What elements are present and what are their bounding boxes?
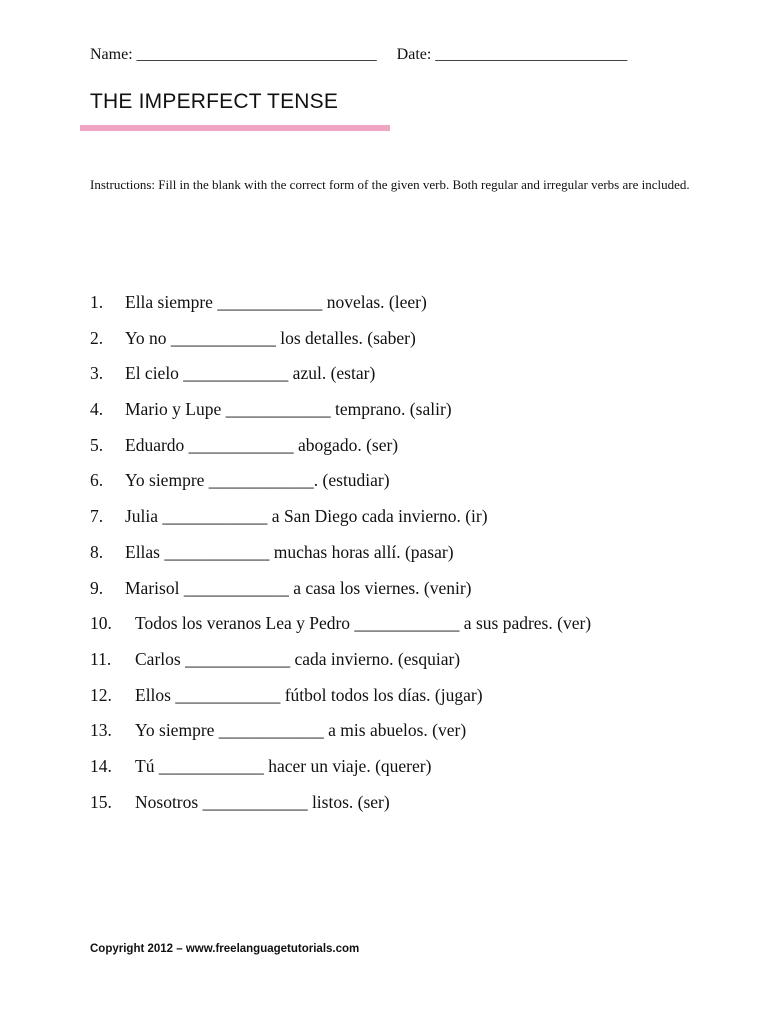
page-title: THE IMPERFECT TENSE (90, 90, 339, 113)
exercise-number: 13. (90, 720, 112, 741)
exercise-text: Mario y Lupe ____________ temprano. (salir) (125, 399, 452, 420)
exercise-item (90, 360, 591, 396)
exercise-item (90, 289, 591, 325)
name-field: Name: ______________________________ (90, 46, 377, 63)
copyright-footer: Copyright 2012 – www.freelanguagetutorials.com (90, 943, 360, 955)
exercise-text: Carlos ____________ cada invierno. (esquiar) (135, 648, 461, 669)
header-fields (90, 46, 627, 64)
exercise-number: 4. (90, 399, 104, 420)
exercise-number: 2. (90, 327, 104, 348)
exercise-list (90, 289, 591, 824)
exercise-item (90, 789, 591, 825)
exercise-text: Yo no ____________ los detalles. (saber) (125, 327, 416, 348)
exercise-text: Yo siempre ____________ a mis abuelos. (ver) (135, 720, 467, 741)
exercise-text: Tú ____________ hacer un viaje. (querer) (135, 755, 432, 776)
exercise-text: Yo siempre ____________. (estudiar) (125, 470, 390, 491)
exercise-item (90, 396, 591, 432)
exercise-number: 1. (90, 292, 104, 312)
exercise-text: El cielo ____________ azul. (estar) (125, 363, 376, 384)
exercise-text: Ella siempre ____________ novelas. (leer) (125, 292, 427, 312)
exercise-number: 5. (90, 434, 104, 455)
exercise-number: 9. (90, 577, 104, 598)
exercise-text: Eduardo ____________ abogado. (ser) (125, 434, 399, 455)
exercise-number: 10. (90, 613, 112, 634)
exercise-item (90, 610, 591, 646)
exercise-text: Ellos ____________ fútbol todos los días. (jugar) (135, 684, 483, 705)
exercise-number: 11. (90, 648, 112, 669)
exercise-item (90, 753, 591, 789)
exercise-item (90, 503, 591, 539)
exercise-number: 8. (90, 541, 104, 562)
exercise-item (90, 646, 591, 682)
exercise-item (90, 467, 591, 503)
date-field: Date: ________________________ (396, 46, 628, 63)
exercise-item (90, 539, 591, 575)
exercise-number: 3. (90, 363, 104, 384)
exercise-text: Julia ____________ a San Diego cada invierno. (ir) (125, 506, 488, 527)
exercise-text: Nosotros ____________ listos. (ser) (135, 791, 390, 812)
exercise-item (90, 682, 591, 718)
exercise-text: Todos los veranos Lea y Pedro ____________ a sus padres. (ver) (135, 613, 592, 634)
instructions-text: Instructions: Fill in the blank with the correct form of the given verb. Both regular and irregular verbs are included. (90, 177, 690, 192)
exercise-number: 12. (90, 684, 112, 705)
exercise-text: Ellas ____________ muchas horas allí. (pasar) (125, 541, 454, 562)
exercise-number: 14. (90, 755, 112, 776)
exercise-text: Marisol ____________ a casa los viernes. (venir) (125, 577, 472, 598)
exercise-number: 6. (90, 470, 104, 491)
exercise-number: 7. (90, 506, 104, 527)
exercise-item (90, 325, 591, 361)
title-underline (80, 125, 390, 131)
exercise-number: 15. (90, 791, 112, 812)
exercise-item (90, 575, 591, 611)
exercise-item (90, 432, 591, 468)
exercise-item (90, 717, 591, 753)
